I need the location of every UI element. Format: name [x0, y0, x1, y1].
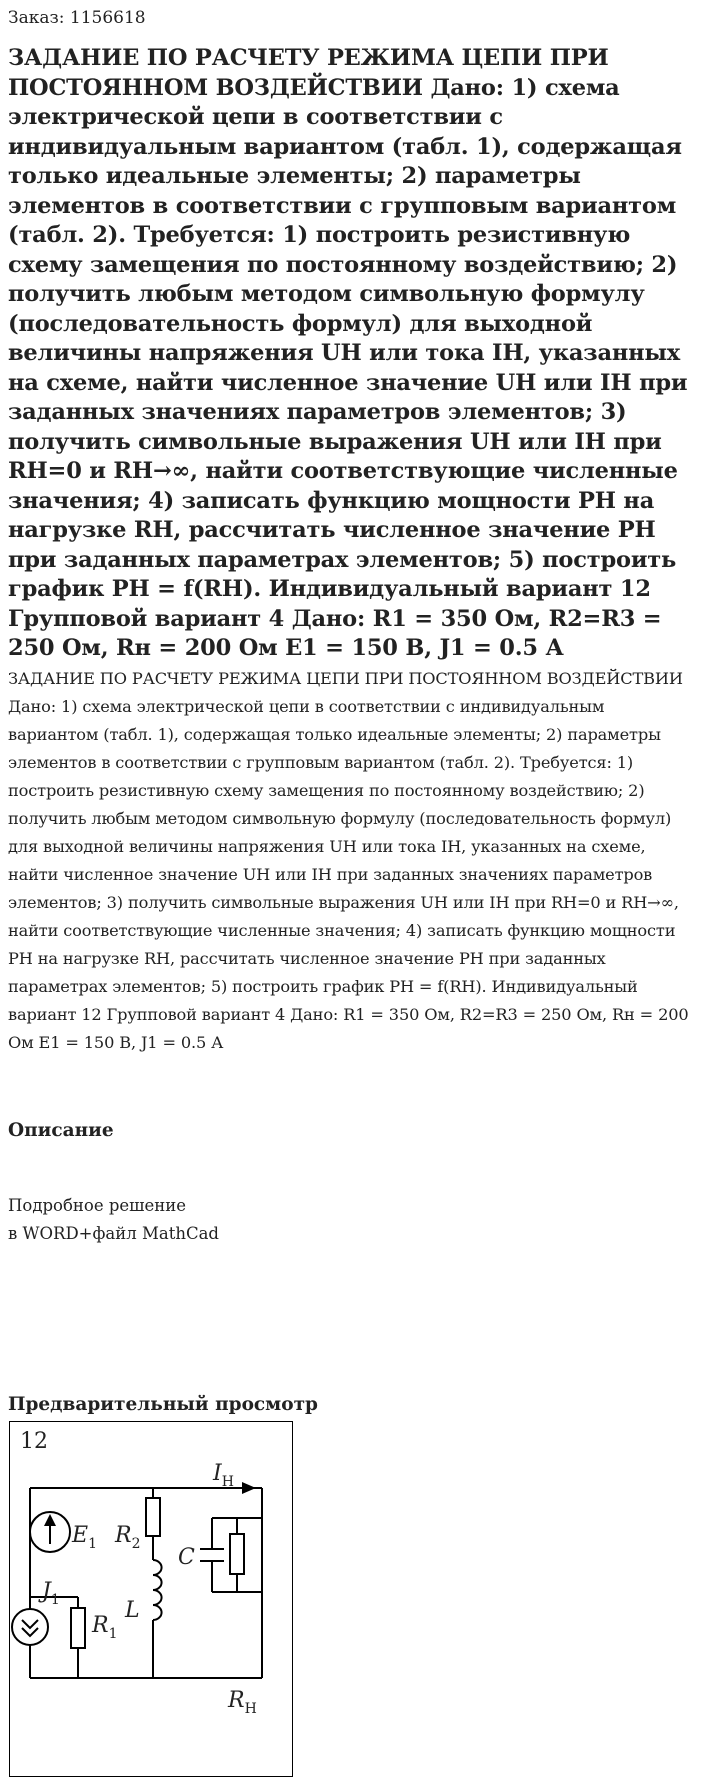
page-title: ЗАДАНИЕ ПО РАСЧЕТУ РЕЖИМА ЦЕПИ ПРИ ПОСТОЯННОМ ВОЗДЕЙСТВИИ Дано: 1) схема электрической цепи в соответствии с индивидуальным вариантом (табл. 1), содержащая только идеальные элементы; 2) параметры элементов в соответствии с групповым вариантом (табл. 2). Требуется: 1) построить резистивную схему замещения по постоянному воздействию; 2) получить любым методом символьную формулу (последовательность формул) для выходной величины напряжения UН или тока IН, указанных на схеме, найти численное значение UН или IН при заданных значениях параметров элементов; 3) получить символьные выражения UН или IН при RН=0 и RН→∞, найти соответствующие численные значения; 4) записать функцию мощности PН на нагрузке RН, рассчитать численное значение PН при заданных параметрах элементов; 5) построить график PН = f(RН). Индивидуальный вариант 12 Групповой вариант 4 Дано: R1 = 350 Ом, R2=R3 = 250 Ом, Rн = 200 Ом E1 = 150 В, J1 = 0.5 А [8, 45, 688, 661]
resistor-r1 [71, 1608, 85, 1648]
capacitor-c [200, 1548, 224, 1562]
description-line-1: Подробное решение [8, 1196, 187, 1215]
current-source-j1 [12, 1609, 48, 1645]
description-line-2: в WORD+файл MathCad [8, 1224, 219, 1243]
label-r1: $R_1$ [92, 1613, 118, 1642]
label-e1: $E_1$ [72, 1523, 97, 1552]
preview-heading: Предварительный просмотр [8, 1394, 318, 1415]
inductor-l [145, 1560, 163, 1620]
variant-number: 12 [20, 1429, 48, 1454]
resistor-rh [230, 1534, 244, 1574]
description-text [8, 1192, 219, 1248]
label-ih: $I_Н$ [213, 1461, 234, 1490]
order-number: Заказ: 1156618 [8, 8, 146, 28]
resistor-r2 [146, 1498, 160, 1536]
description-heading: Описание [8, 1120, 114, 1141]
task-description: ЗАДАНИЕ ПО РАСЧЕТУ РЕЖИМА ЦЕПИ ПРИ ПОСТОЯННОМ ВОЗДЕЙСТВИИ Дано: 1) схема электрической цепи в соответствии с индивидуальным вариантом (табл. 1), содержащая только идеальные элементы; 2) параметры элементов в соответствии с групповым вариантом (табл. 2). Требуется: 1) построить резистивную схему замещения по постоянному воздействию; 2) получить любым методом символьную формулу (последовательность формул) для выходной величины напряжения UН или тока IН, указанных на схеме, найти численное значение UН или IН при заданных значениях параметров элементов; 3) получить символьные выражения UН или IН при RН=0 и RН→∞, найти соответствующие численные значения; 4) записать функцию мощности PН на нагрузке RН, рассчитать численное значение PН при заданных параметрах элементов; 5) построить график PН = f(RН). Индивидуальный вариант 12 Групповой вариант 4 Дано: R1 = 350 Ом, R2=R3 = 250 Ом, Rн = 200 Ом E1 = 150 В, J1 = 0.5 А [8, 669, 689, 1052]
circuit-diagram [10, 1422, 292, 1776]
label-j1: $J_1$ [42, 1579, 60, 1608]
label-rh: $R_Н$ [228, 1688, 257, 1717]
label-l: L [125, 1598, 140, 1623]
voltage-source-e1 [30, 1512, 70, 1552]
label-r2: $R_2$ [115, 1523, 141, 1552]
preview-image[interactable] [9, 1421, 293, 1777]
label-c: C [178, 1545, 195, 1570]
